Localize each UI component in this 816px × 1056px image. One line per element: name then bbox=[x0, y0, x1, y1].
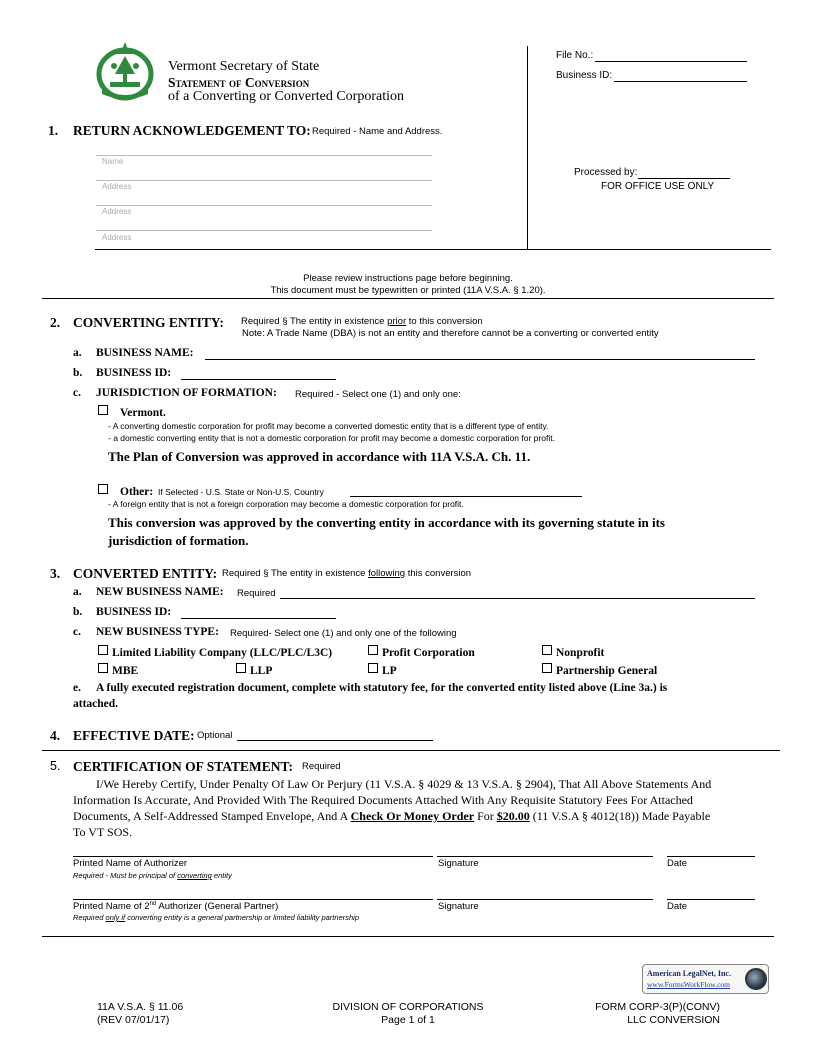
return-address2-input[interactable]: Address bbox=[102, 207, 132, 216]
lp-checkbox[interactable] bbox=[368, 663, 378, 673]
vermont-checkbox[interactable] bbox=[98, 405, 108, 415]
section4-number: 4. bbox=[50, 728, 61, 743]
other-checkbox[interactable] bbox=[98, 484, 108, 494]
second-authorizer-date-field[interactable] bbox=[667, 899, 755, 900]
effective-date-field[interactable] bbox=[237, 740, 433, 741]
section1-number: 1. bbox=[48, 123, 59, 138]
section4-rule bbox=[42, 750, 780, 751]
llp-label: LLP bbox=[250, 665, 273, 677]
nonprofit-label: Nonprofit bbox=[556, 647, 605, 659]
section3b-letter: b. bbox=[73, 606, 83, 618]
section2-number: 2. bbox=[50, 315, 61, 330]
new-business-type-label: NEW BUSINESS TYPE: bbox=[96, 626, 219, 638]
section2-dba-note: Note: A Trade Name (DBA) is not an entity and therefore cannot be a converting or converted entity bbox=[242, 328, 659, 339]
second-authorizer-date-label: Date bbox=[667, 901, 688, 912]
section4-title: EFFECTIVE DATE: bbox=[73, 728, 195, 743]
section5-required: Required bbox=[302, 761, 341, 772]
office-divider bbox=[527, 46, 528, 249]
business-id-field-2b[interactable] bbox=[181, 379, 336, 380]
return-address1-underline bbox=[96, 205, 432, 206]
section2-required: Required § The entity in existence prior to this conversion bbox=[241, 316, 483, 327]
return-address2-underline bbox=[96, 230, 432, 231]
business-id-label-3b: BUSINESS ID: bbox=[96, 606, 172, 618]
other-label: Other: bbox=[120, 486, 154, 498]
return-name-input[interactable]: Name bbox=[102, 157, 124, 166]
effective-date-note: Optional bbox=[197, 730, 233, 741]
second-authorizer-name-field[interactable] bbox=[73, 899, 433, 900]
nonprofit-checkbox[interactable] bbox=[542, 645, 552, 655]
section3c-letter: c. bbox=[73, 626, 81, 638]
signatures-bottom-rule bbox=[42, 936, 774, 937]
processed-by-field[interactable] bbox=[638, 178, 730, 179]
certification-line1: I/We Hereby Certify, Under Penalty Of Law Or Perjury (11 V.S.A. § 4029 & 13 V.S.A. § 2904), That All Above Statements And bbox=[96, 777, 712, 791]
footer-page-number: Page 1 of 1 bbox=[381, 1014, 435, 1026]
business-id-label-2b: BUSINESS ID: bbox=[96, 367, 172, 379]
file-no-label: File No.: bbox=[556, 50, 594, 61]
authorizer-signature-label: Signature bbox=[438, 858, 479, 869]
llc-checkbox[interactable] bbox=[98, 645, 108, 655]
authorizer-name-label: Printed Name of Authorizer bbox=[73, 858, 188, 869]
section3-required: Required § The entity in existence following this conversion bbox=[222, 568, 472, 579]
new-business-name-label: NEW BUSINESS NAME: bbox=[96, 586, 224, 598]
footer-form-type: LLC CONVERSION bbox=[627, 1014, 720, 1026]
other-statement-line2: jurisdiction of formation. bbox=[108, 533, 249, 548]
vermont-note2: - a domestic converting entity that is not a domestic corporation for profit may become a domestic corporation for profit. bbox=[108, 433, 555, 443]
second-authorizer-signature-field[interactable] bbox=[437, 899, 653, 900]
vermont-seal-logo bbox=[94, 36, 156, 102]
new-business-type-note: Required- Select one (1) and only one of the following bbox=[230, 628, 457, 639]
profit-corporation-checkbox[interactable] bbox=[368, 645, 378, 655]
return-address3-input[interactable]: Address bbox=[102, 233, 132, 242]
jurisdiction-note: Required - Select one (1) and only one: bbox=[295, 389, 461, 400]
form-subtitle: of a Converting or Converted Corporation bbox=[168, 89, 405, 104]
office-use-label: FOR OFFICE USE ONLY bbox=[601, 181, 715, 192]
return-name-line bbox=[96, 155, 432, 156]
badge-url[interactable]: www.FormsWorkFlow.com bbox=[647, 980, 731, 989]
section3a-letter: a. bbox=[73, 586, 82, 598]
section3-number: 3. bbox=[50, 566, 61, 581]
return-name-underline bbox=[96, 180, 432, 181]
agency-name: Vermont Secretary of State bbox=[168, 59, 320, 74]
instructions-line1: Please review instructions page before beginning. bbox=[303, 273, 513, 284]
second-authorizer-name-label: Printed Name of 2nd Authorizer (General Partner) bbox=[73, 901, 279, 913]
badge-globe-icon bbox=[745, 968, 767, 990]
section3e-letter: e. bbox=[73, 682, 81, 694]
new-business-name-required: Required bbox=[237, 588, 276, 599]
section2-title: CONVERTING ENTITY: bbox=[73, 315, 224, 330]
business-name-field[interactable] bbox=[205, 359, 755, 360]
other-statement-line1: This conversion was approved by the converting entity in accordance with its governing statute in its bbox=[108, 515, 665, 530]
section1-note: Required - Name and Address. bbox=[312, 126, 443, 137]
american-legalnet-badge[interactable] bbox=[642, 964, 769, 994]
section5-title: CERTIFICATION OF STATEMENT: bbox=[73, 759, 294, 774]
office-business-id-field[interactable] bbox=[614, 81, 747, 82]
mbe-label: MBE bbox=[112, 665, 139, 677]
footer-revision: (REV 07/01/17) bbox=[97, 1014, 170, 1026]
section3e-text2: attached. bbox=[73, 698, 119, 710]
authorizer-requirement: Required - Must be principal of converting entity bbox=[73, 871, 232, 880]
form-title: Statement of Conversion bbox=[168, 75, 310, 90]
footer-form-number: FORM CORP-3(P)(CONV) bbox=[595, 1001, 720, 1013]
section2c-letter: c. bbox=[73, 387, 81, 399]
authorizer-date-label: Date bbox=[667, 858, 688, 869]
partnership-general-label: Partnership General bbox=[556, 665, 658, 677]
section3e-text1: A fully executed registration document, complete with statutory fee, for the converted entity listed above (Line 3a.) is bbox=[96, 682, 668, 694]
authorizer-name-field[interactable] bbox=[73, 856, 433, 857]
second-authorizer-signature-label: Signature bbox=[438, 901, 479, 912]
instructions-line2: This document must be typewritten or printed (11A V.S.A. § 1.20). bbox=[270, 285, 546, 296]
other-note: If Selected - U.S. State or Non-U.S. Country bbox=[158, 487, 324, 497]
badge-company: American LegalNet, Inc. bbox=[647, 969, 731, 978]
profit-corporation-label: Profit Corporation bbox=[382, 647, 475, 659]
lp-label: LP bbox=[382, 665, 397, 677]
authorizer-date-field[interactable] bbox=[667, 856, 755, 857]
business-name-label: BUSINESS NAME: bbox=[96, 347, 194, 359]
business-id-field-3b[interactable] bbox=[181, 618, 336, 619]
vermont-label: Vermont. bbox=[120, 407, 166, 419]
section2b-letter: b. bbox=[73, 367, 83, 379]
certification-line2: Information Is Accurate, And Provided With The Required Documents Attached With Any Requisite Statutory Fees For Attached bbox=[73, 793, 693, 807]
second-authorizer-requirement: Required only if converting entity is a general partnership or limited liability partnership bbox=[73, 913, 359, 922]
section5-number: 5. bbox=[50, 759, 61, 773]
jurisdiction-label: JURISDICTION OF FORMATION: bbox=[96, 387, 277, 399]
certification-line3: Documents, A Self-Addressed Stamped Envelope, And A Check Or Money Order For $20.00 (11 V.S.A § 4012(18)) Made Payable bbox=[73, 809, 711, 823]
new-business-name-field[interactable] bbox=[280, 598, 755, 599]
vermont-note1: - A converting domestic corporation for profit may become a converted domestic entity that is a different type of entity. bbox=[108, 421, 549, 431]
authorizer-signature-field[interactable] bbox=[437, 856, 653, 857]
certification-line4: To VT SOS. bbox=[73, 825, 133, 839]
partnership-general-checkbox[interactable] bbox=[542, 663, 552, 673]
return-address1-input[interactable]: Address bbox=[102, 182, 132, 191]
llp-checkbox[interactable] bbox=[236, 663, 246, 673]
header-bottom-rule bbox=[95, 249, 771, 250]
instructions-rule bbox=[42, 298, 774, 299]
llc-label: Limited Liability Company (LLC/PLC/L3C) bbox=[112, 647, 333, 659]
footer-division: DIVISION OF CORPORATIONS bbox=[332, 1001, 484, 1013]
footer-statute: 11A V.S.A. § 11.06 bbox=[97, 1001, 184, 1013]
business-id-label: Business ID: bbox=[556, 70, 613, 81]
file-no-field[interactable] bbox=[595, 61, 747, 62]
processed-by-label: Processed by: bbox=[574, 167, 638, 178]
section2a-letter: a. bbox=[73, 347, 82, 359]
section3-title: CONVERTED ENTITY: bbox=[73, 566, 218, 581]
mbe-checkbox[interactable] bbox=[98, 663, 108, 673]
other-note2: - A foreign entity that is not a foreign corporation may become a domestic corporation for profit. bbox=[108, 499, 464, 509]
vermont-statement: The Plan of Conversion was approved in accordance with 11A V.S.A. Ch. 11. bbox=[108, 449, 531, 464]
other-jurisdiction-field[interactable] bbox=[350, 496, 582, 497]
section1-title: RETURN ACKNOWLEDGEMENT TO: bbox=[73, 123, 311, 138]
